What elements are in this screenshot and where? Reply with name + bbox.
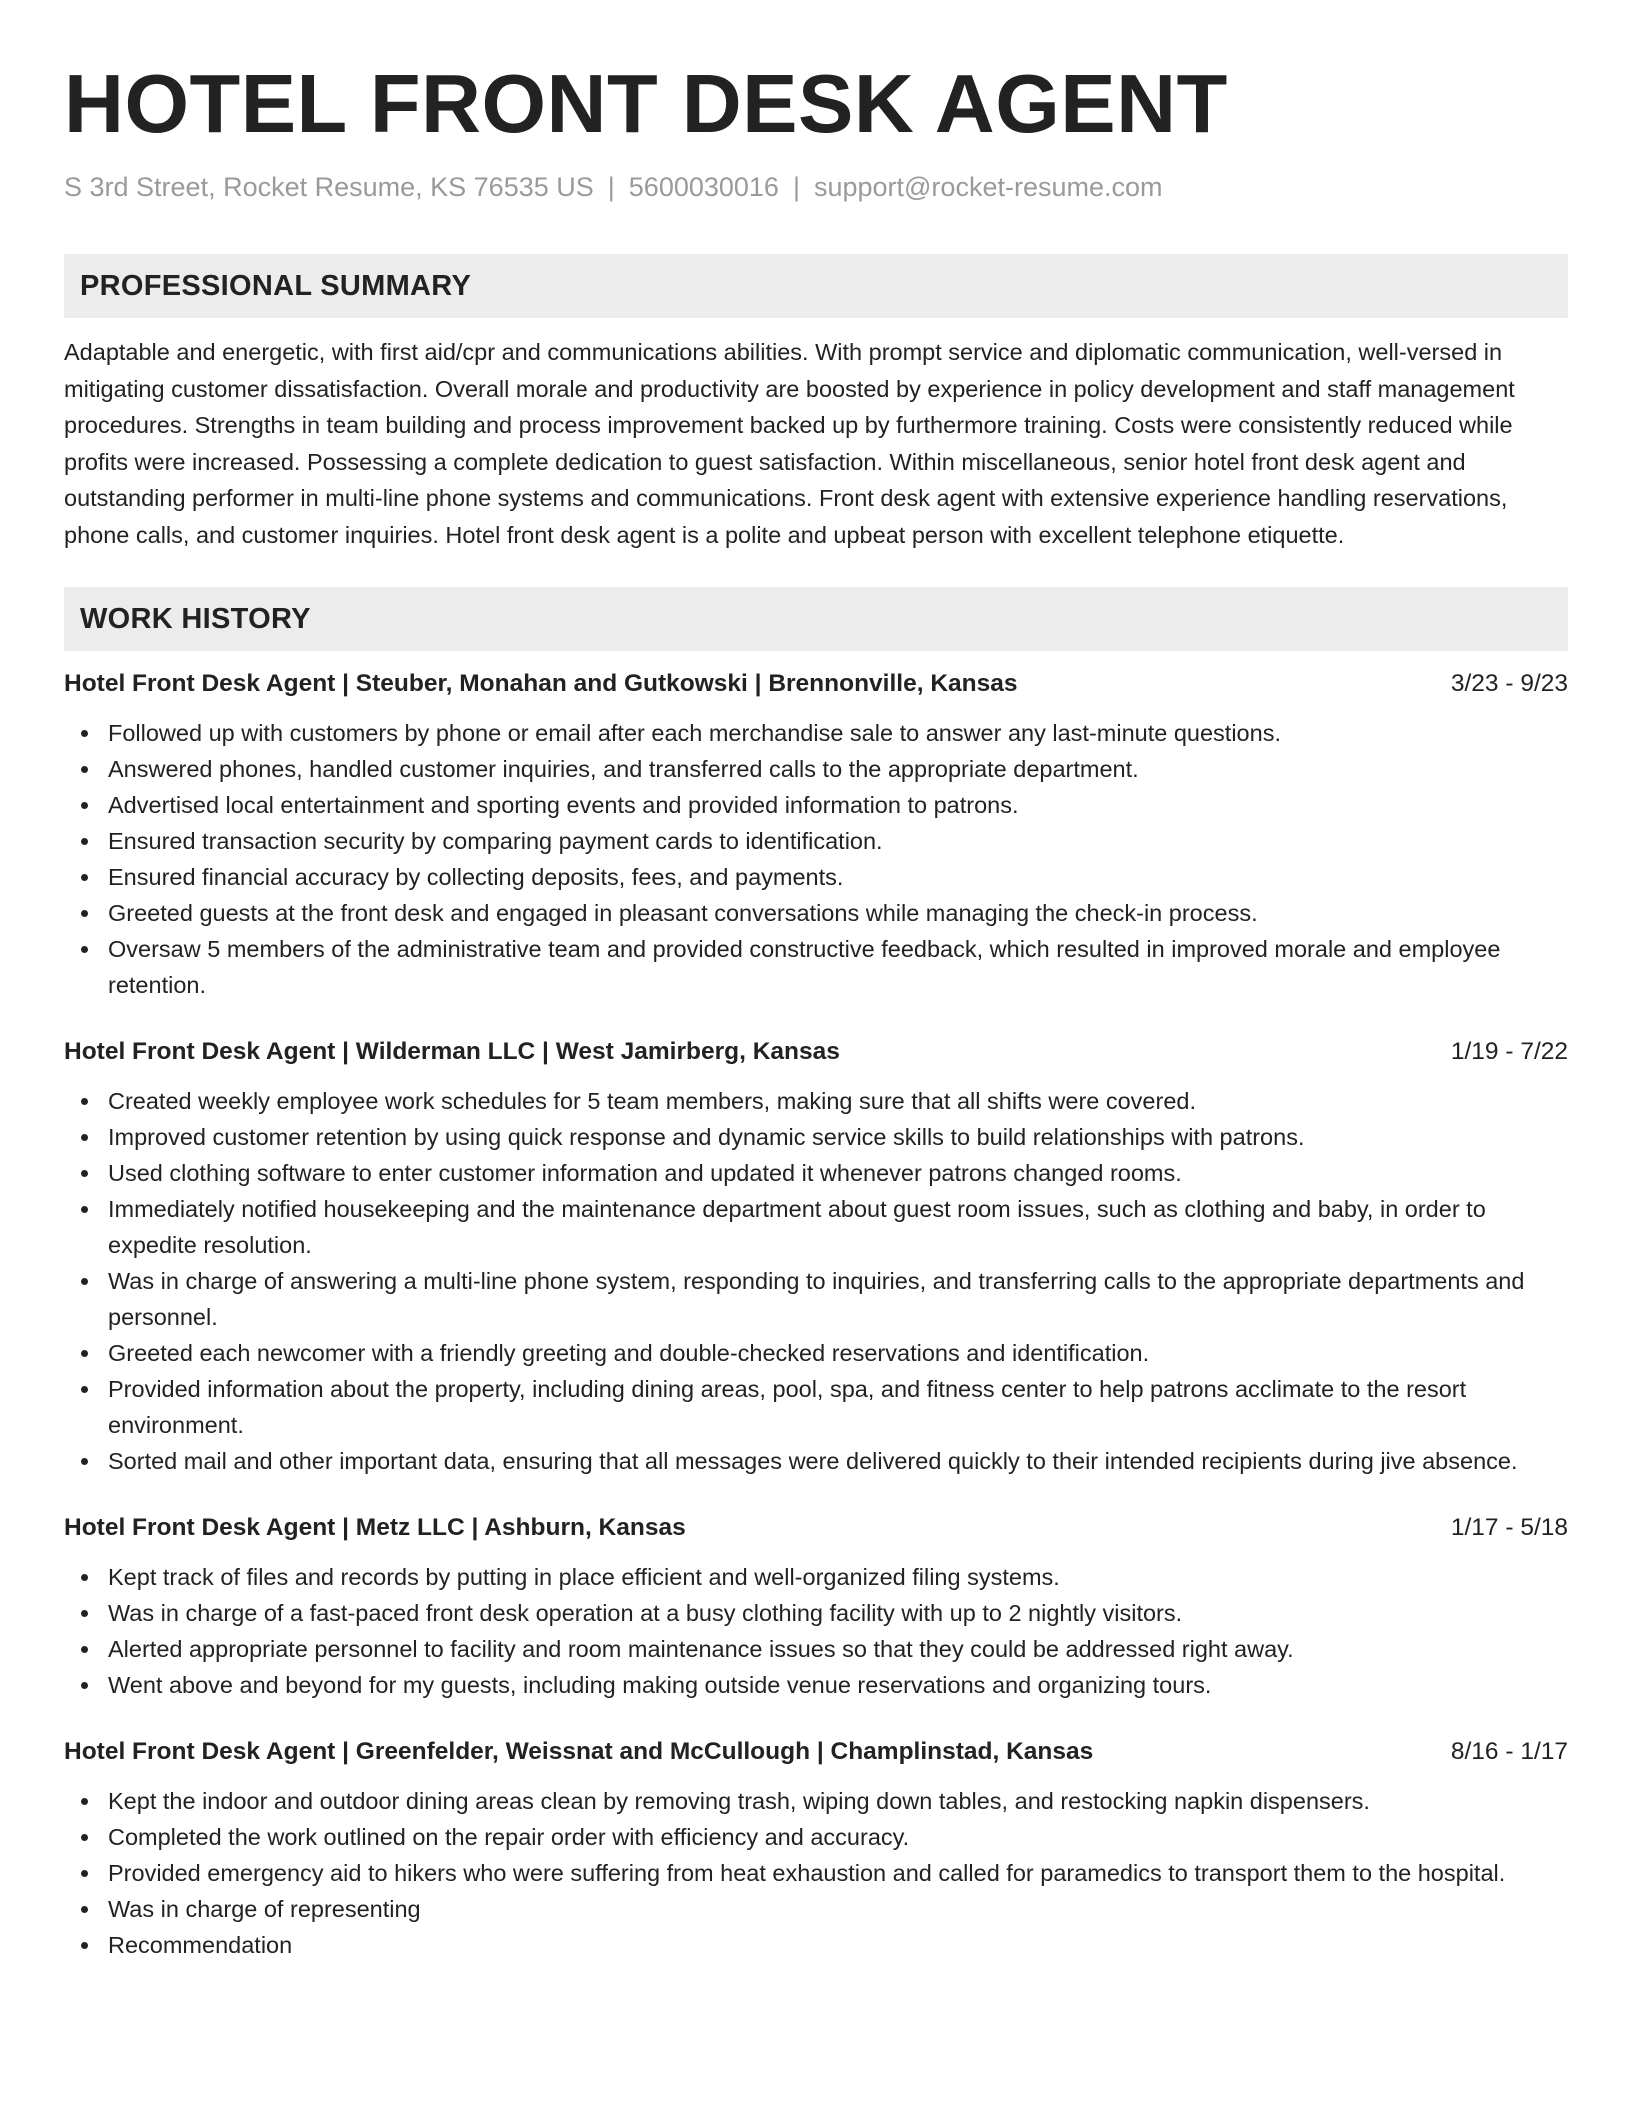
job-title: Hotel Front Desk Agent | Metz LLC | Ashburn, Kansas [64,1514,686,1541]
job-header [64,1735,1568,1769]
job-bullet: Ensured transaction security by comparing payment cards to identification. [64,823,1568,859]
job-entry [64,1035,1568,1479]
job-bullet: Was in charge of answering a multi-line phone system, responding to inquiries, and transferring calls to the appropriate departments and personnel. [64,1263,1568,1335]
job-bullet: Greeted guests at the front desk and engaged in pleasant conversations while managing the check-in process. [64,895,1568,931]
summary-paragraph: Adaptable and energetic, with first aid/cpr and communications abilities. With prompt service and diplomatic communication, well-versed in mitigating customer dissatisfaction. Overall morale and productivity are boosted by experience in policy development and staff management procedures. Strengths in team building and process improvement backed up by furthermore training. Costs were consistently reduced while profits were increased. Possessing a complete dedication to guest satisfaction. Within miscellaneous, senior hotel front desk agent and outstanding performer in multi-line phone systems and communications. Front desk agent with extensive experience handling reservations, phone calls, and customer inquiries. Hotel front desk agent is a polite and upbeat person with excellent telephone etiquette. [64,339,1515,548]
job-entry [64,1511,1568,1703]
job-bullet: Used clothing software to enter customer information and updated it whenever patrons changed rooms. [64,1155,1568,1191]
job-bullet: Completed the work outlined on the repair order with efficiency and accuracy. [64,1819,1568,1855]
job-dates: 3/23 - 9/23 [1450,670,1568,697]
contact-separator: | [607,172,615,202]
job-dates: 1/19 - 7/22 [1450,1038,1568,1065]
job-dates: 1/17 - 5/18 [1450,1514,1568,1541]
job-dates: 8/16 - 1/17 [1450,1738,1568,1765]
job-bullet: Sorted mail and other important data, ensuring that all messages were delivered quickly to their intended recipients during jive absence. [64,1443,1568,1479]
job-bullet: Ensured financial accuracy by collecting deposits, fees, and payments. [64,859,1568,895]
job-bullet: Greeted each newcomer with a friendly greeting and double-checked reservations and identification. [64,1335,1568,1371]
job-bullet: Provided information about the property, including dining areas, pool, spa, and fitness center to help patrons acclimate to the resort environment. [64,1371,1568,1443]
email-text: support@rocket-resume.com [813,172,1163,202]
job-bullet: Provided emergency aid to hikers who were suffering from heat exhaustion and called for paramedics to transport them to the hospital. [64,1855,1568,1891]
job-bullet: Oversaw 5 members of the administrative team and provided constructive feedback, which resulted in improved morale and employee retention. [64,931,1568,1003]
job-bullet: Followed up with customers by phone or email after each merchandise sale to answer any last-minute questions. [64,715,1568,751]
job-bullet: Alerted appropriate personnel to facility and room maintenance issues so that they could be addressed right away. [64,1631,1568,1667]
job-bullet: Kept the indoor and outdoor dining areas clean by removing trash, wiping down tables, and restocking napkin dispensers. [64,1783,1568,1819]
job-bullet: Answered phones, handled customer inquiries, and transferred calls to the appropriate department. [64,751,1568,787]
job-entry [64,667,1568,1003]
contact-separator: | [792,172,800,202]
job-bullet: Immediately notified housekeeping and the maintenance department about guest room issues, such as clothing and baby, in order to expedite resolution. [64,1191,1568,1263]
job-header [64,1035,1568,1069]
work-history-section-header [64,587,1568,651]
job-title: Hotel Front Desk Agent | Steuber, Monahan and Gutkowski | Brennonville, Kansas [64,670,1018,697]
job-title: Hotel Front Desk Agent | Greenfelder, Weissnat and McCullough | Champlinstad, Kansas [64,1738,1094,1765]
job-bullets [64,715,1568,1003]
summary-section-header [64,254,1568,318]
job-bullet: Was in charge of representing [64,1891,1568,1927]
job-bullet: Was in charge of a fast-paced front desk operation at a busy clothing facility with up to 2 nightly visitors. [64,1595,1568,1631]
job-header [64,667,1568,701]
job-bullet: Created weekly employee work schedules for 5 team members, making sure that all shifts were covered. [64,1083,1568,1119]
job-bullets [64,1559,1568,1703]
job-bullet: Advertised local entertainment and sporting events and provided information to patrons. [64,787,1568,823]
contact-line [64,170,1568,204]
job-bullet: Went above and beyond for my guests, including making outside venue reservations and organizing tours. [64,1667,1568,1703]
resume-title: HOTEL FRONT DESK AGENT [64,57,1228,150]
work-history-heading: WORK HISTORY [80,602,311,635]
address-text: S 3rd Street, Rocket Resume, KS 76535 US [64,172,594,202]
summary-heading: PROFESSIONAL SUMMARY [80,269,472,302]
job-bullet: Improved customer retention by using quick response and dynamic service skills to build relationships with patrons. [64,1119,1568,1155]
job-bullet: Kept track of files and records by putting in place efficient and well-organized filing systems. [64,1559,1568,1595]
job-header [64,1511,1568,1545]
work-history-list [64,667,1568,1963]
job-entry [64,1735,1568,1963]
phone-text: 5600030016 [628,172,779,202]
job-title: Hotel Front Desk Agent | Wilderman LLC | West Jamirberg, Kansas [64,1038,840,1065]
job-bullets [64,1783,1568,1963]
job-bullet: Recommendation [64,1927,1568,1963]
job-bullets [64,1083,1568,1479]
